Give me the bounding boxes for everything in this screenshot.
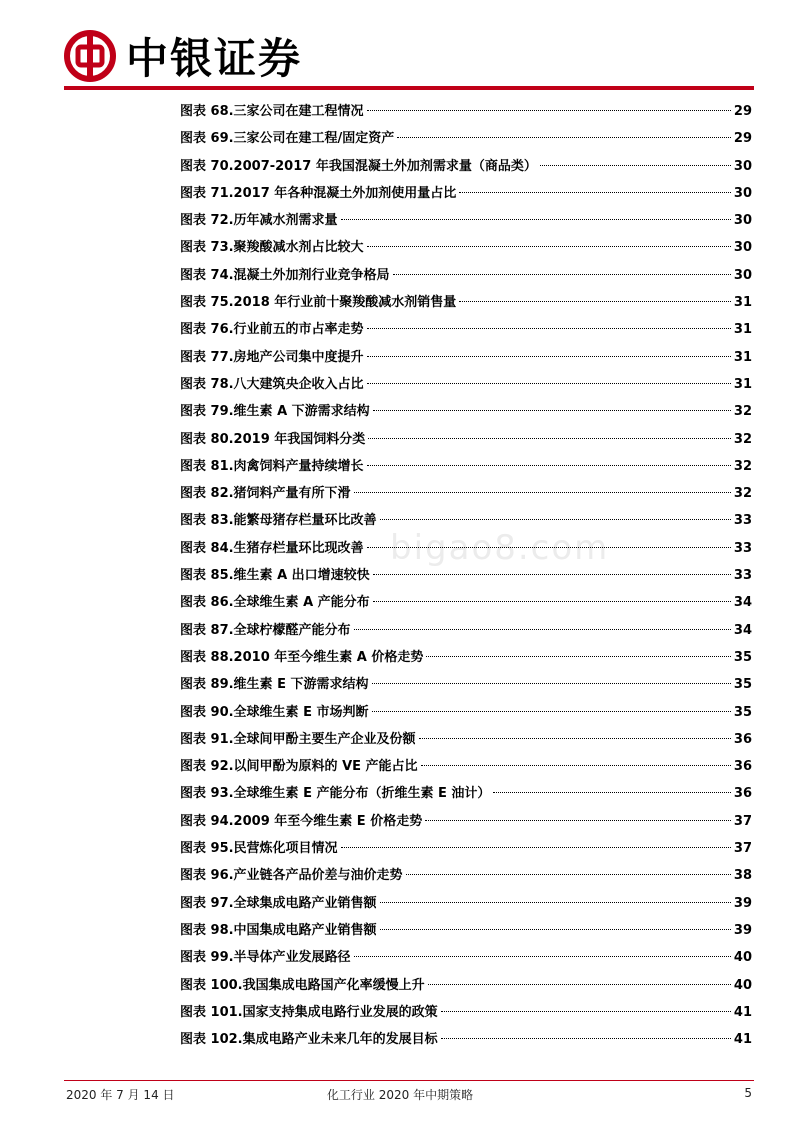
toc-row[interactable] <box>180 289 752 316</box>
toc-leader <box>425 820 731 821</box>
toc-leader <box>421 765 731 766</box>
toc-page-number: 40 <box>733 977 752 993</box>
toc-leader <box>341 219 731 220</box>
toc-leader <box>367 383 731 384</box>
toc-page-number: 41 <box>733 1004 752 1020</box>
toc-page-number: 32 <box>733 404 752 420</box>
toc-page-number: 30 <box>733 185 752 201</box>
toc-title: 图表 87.全球柠檬醛产能分布 <box>180 622 351 638</box>
toc-row[interactable] <box>180 1026 752 1053</box>
toc-leader <box>372 711 731 712</box>
toc-leader <box>354 956 731 957</box>
toc-leader <box>380 929 731 930</box>
toc-row[interactable] <box>180 835 752 862</box>
toc-row[interactable] <box>180 726 752 753</box>
toc-row[interactable] <box>180 589 752 616</box>
toc-page-number: 30 <box>733 267 752 283</box>
toc-title: 图表 95.民营炼化项目情况 <box>180 841 338 857</box>
toc-title: 图表 79.维生素 A 下游需求结构 <box>180 404 370 420</box>
toc-leader <box>380 519 731 520</box>
toc-leader <box>367 465 731 466</box>
toc-title: 图表 93.全球维生素 E 产能分布（折维生素 E 油计） <box>180 786 491 802</box>
toc-page-number: 36 <box>733 786 752 802</box>
toc-title: 图表 71.2017 年各种混凝土外加剂使用量占比 <box>180 185 457 201</box>
toc-row[interactable] <box>180 453 752 480</box>
toc-page-number: 32 <box>733 486 752 502</box>
toc-row[interactable] <box>180 617 752 644</box>
toc-page-number: 33 <box>733 568 752 584</box>
toc-leader <box>354 629 731 630</box>
toc-row[interactable] <box>180 780 752 807</box>
toc-title: 图表 101.国家支持集成电路行业发展的政策 <box>180 1004 438 1020</box>
toc-page-number: 30 <box>733 240 752 256</box>
toc-row[interactable] <box>180 398 752 425</box>
toc-page-number: 37 <box>733 841 752 857</box>
toc-row[interactable] <box>180 507 752 534</box>
toc-page-number: 29 <box>733 104 752 119</box>
toc-page-number: 38 <box>733 868 752 884</box>
toc-page-number: 35 <box>733 704 752 720</box>
toc-page-number: 40 <box>733 950 752 966</box>
toc-row[interactable] <box>180 480 752 507</box>
toc-title: 图表 72.历年减水剂需求量 <box>180 213 338 229</box>
toc-row[interactable] <box>180 562 752 589</box>
toc-row[interactable] <box>180 972 752 999</box>
toc-title: 图表 96.产业链各产品价差与油价走势 <box>180 868 403 884</box>
toc-row[interactable] <box>180 753 752 780</box>
toc-page-number: 31 <box>733 295 752 311</box>
toc-row[interactable] <box>180 808 752 835</box>
toc-leader <box>426 656 731 657</box>
toc-leader <box>419 738 731 739</box>
toc-row[interactable] <box>180 426 752 453</box>
toc-row[interactable] <box>180 699 752 726</box>
toc-page-number: 33 <box>733 513 752 529</box>
toc-leader <box>354 492 731 493</box>
toc-page-number: 41 <box>733 1032 752 1048</box>
toc-title: 图表 76.行业前五的市占率走势 <box>180 322 364 338</box>
toc-leader <box>493 792 730 793</box>
toc-title: 图表 80.2019 年我国饲料分类 <box>180 431 366 447</box>
toc-title: 图表 73.聚羧酸减水剂占比较大 <box>180 240 364 256</box>
toc-row[interactable] <box>180 262 752 289</box>
brand-name: 中银证券 <box>126 34 303 83</box>
toc-page-number: 39 <box>733 922 752 938</box>
toc-leader <box>367 547 731 548</box>
toc-leader <box>540 165 731 166</box>
toc-leader <box>367 328 731 329</box>
toc-title: 图表 90.全球维生素 E 市场判断 <box>180 704 369 720</box>
toc-leader <box>367 356 731 357</box>
toc-row[interactable] <box>180 316 752 343</box>
toc-leader <box>441 1011 731 1012</box>
toc-title: 图表 89.维生素 E 下游需求结构 <box>180 677 369 693</box>
toc-title: 图表 70.2007-2017 年我国混凝土外加剂需求量（商品类） <box>180 158 537 174</box>
toc-page-number: 35 <box>733 649 752 665</box>
toc-title: 图表 86.全球维生素 A 产能分布 <box>180 595 370 611</box>
toc-leader <box>341 847 731 848</box>
toc-leader <box>397 137 731 138</box>
toc-title: 图表 81.肉禽饲料产量持续增长 <box>180 458 364 474</box>
toc-leader <box>373 410 731 411</box>
toc-title: 图表 91.全球间甲酚主要生产企业及份额 <box>180 731 416 747</box>
toc-leader <box>368 438 731 439</box>
toc-leader <box>373 574 731 575</box>
toc-leader <box>380 902 731 903</box>
toc-leader <box>406 874 731 875</box>
toc-title: 图表 92.以间甲酚为原料的 VE 产能占比 <box>180 759 418 775</box>
toc-leader <box>459 301 731 302</box>
toc-row[interactable] <box>180 999 752 1026</box>
toc-title: 图表 99.半导体产业发展路径 <box>180 950 351 966</box>
toc-title: 图表 82.猪饲料产量有所下滑 <box>180 486 351 502</box>
toc-leader <box>367 110 731 111</box>
toc-leader <box>367 246 731 247</box>
toc-page-number: 37 <box>733 813 752 829</box>
toc-row[interactable] <box>180 344 752 371</box>
table-of-figures <box>180 98 752 1053</box>
toc-title: 图表 88.2010 年至今维生素 A 价格走势 <box>180 649 424 665</box>
toc-page-number: 31 <box>733 322 752 338</box>
toc-title: 图表 75.2018 年行业前十聚羧酸减水剂销售量 <box>180 295 457 311</box>
toc-row[interactable] <box>180 890 752 917</box>
toc-page-number: 34 <box>733 622 752 638</box>
footer-date: 2020 年 7 月 14 日 <box>66 1088 175 1102</box>
toc-row[interactable] <box>180 98 752 125</box>
toc-row[interactable] <box>180 234 752 261</box>
toc-leader <box>372 683 731 684</box>
toc-title: 图表 78.八大建筑央企收入占比 <box>180 376 364 392</box>
toc-title: 图表 84.生猪存栏量环比现改善 <box>180 540 364 556</box>
toc-leader <box>459 192 731 193</box>
footer-page-number: 5 <box>744 1086 752 1100</box>
toc-page-number: 35 <box>733 677 752 693</box>
toc-title: 图表 69.三家公司在建工程/固定资产 <box>180 131 395 147</box>
toc-row[interactable] <box>180 371 752 398</box>
toc-title: 图表 68.三家公司在建工程情况 <box>180 104 364 119</box>
toc-title: 图表 94.2009 年至今维生素 E 价格走势 <box>180 813 423 829</box>
brand-logo <box>64 28 302 84</box>
header-rule <box>64 86 754 90</box>
toc-page-number: 31 <box>733 349 752 365</box>
toc-page-number: 36 <box>733 731 752 747</box>
footer-report-title: 化工行业 2020 年中期策略 <box>326 1088 474 1102</box>
toc-row[interactable] <box>180 153 752 180</box>
toc-title: 图表 97.全球集成电路产业销售额 <box>180 895 377 911</box>
toc-row[interactable] <box>180 535 752 562</box>
toc-title: 图表 74.混凝土外加剂行业竞争格局 <box>180 267 390 283</box>
toc-leader <box>373 601 731 602</box>
toc-title: 图表 85.维生素 A 出口增速较快 <box>180 568 370 584</box>
toc-leader <box>441 1038 731 1039</box>
toc-title: 图表 83.能繁母猪存栏量环比改善 <box>180 513 377 529</box>
toc-row[interactable] <box>180 207 752 234</box>
toc-row[interactable] <box>180 671 752 698</box>
toc-page-number: 30 <box>733 158 752 174</box>
toc-page-number: 29 <box>733 131 752 147</box>
toc-leader <box>428 984 731 985</box>
toc-leader <box>393 274 731 275</box>
watermark: bigao8.com <box>390 528 610 568</box>
toc-page-number: 33 <box>733 540 752 556</box>
toc-page-number: 31 <box>733 376 752 392</box>
toc-row[interactable] <box>180 644 752 671</box>
toc-page-number: 39 <box>733 895 752 911</box>
toc-page-number: 32 <box>733 458 752 474</box>
toc-page-number: 34 <box>733 595 752 611</box>
toc-row[interactable] <box>180 862 752 889</box>
toc-page-number: 36 <box>733 759 752 775</box>
toc-title: 图表 102.集成电路产业未来几年的发展目标 <box>180 1032 438 1048</box>
toc-title: 图表 100.我国集成电路国产化率缓慢上升 <box>180 977 425 993</box>
toc-title: 图表 77.房地产公司集中度提升 <box>180 349 364 365</box>
footer-rule <box>64 1080 754 1081</box>
toc-page-number: 32 <box>733 431 752 447</box>
bank-of-china-logo-icon <box>64 30 116 82</box>
toc-row[interactable] <box>180 917 752 944</box>
toc-title: 图表 98.中国集成电路产业销售额 <box>180 922 377 938</box>
toc-page-number: 30 <box>733 213 752 229</box>
toc-row[interactable] <box>180 125 752 152</box>
toc-row[interactable] <box>180 944 752 971</box>
toc-row[interactable] <box>180 180 752 207</box>
